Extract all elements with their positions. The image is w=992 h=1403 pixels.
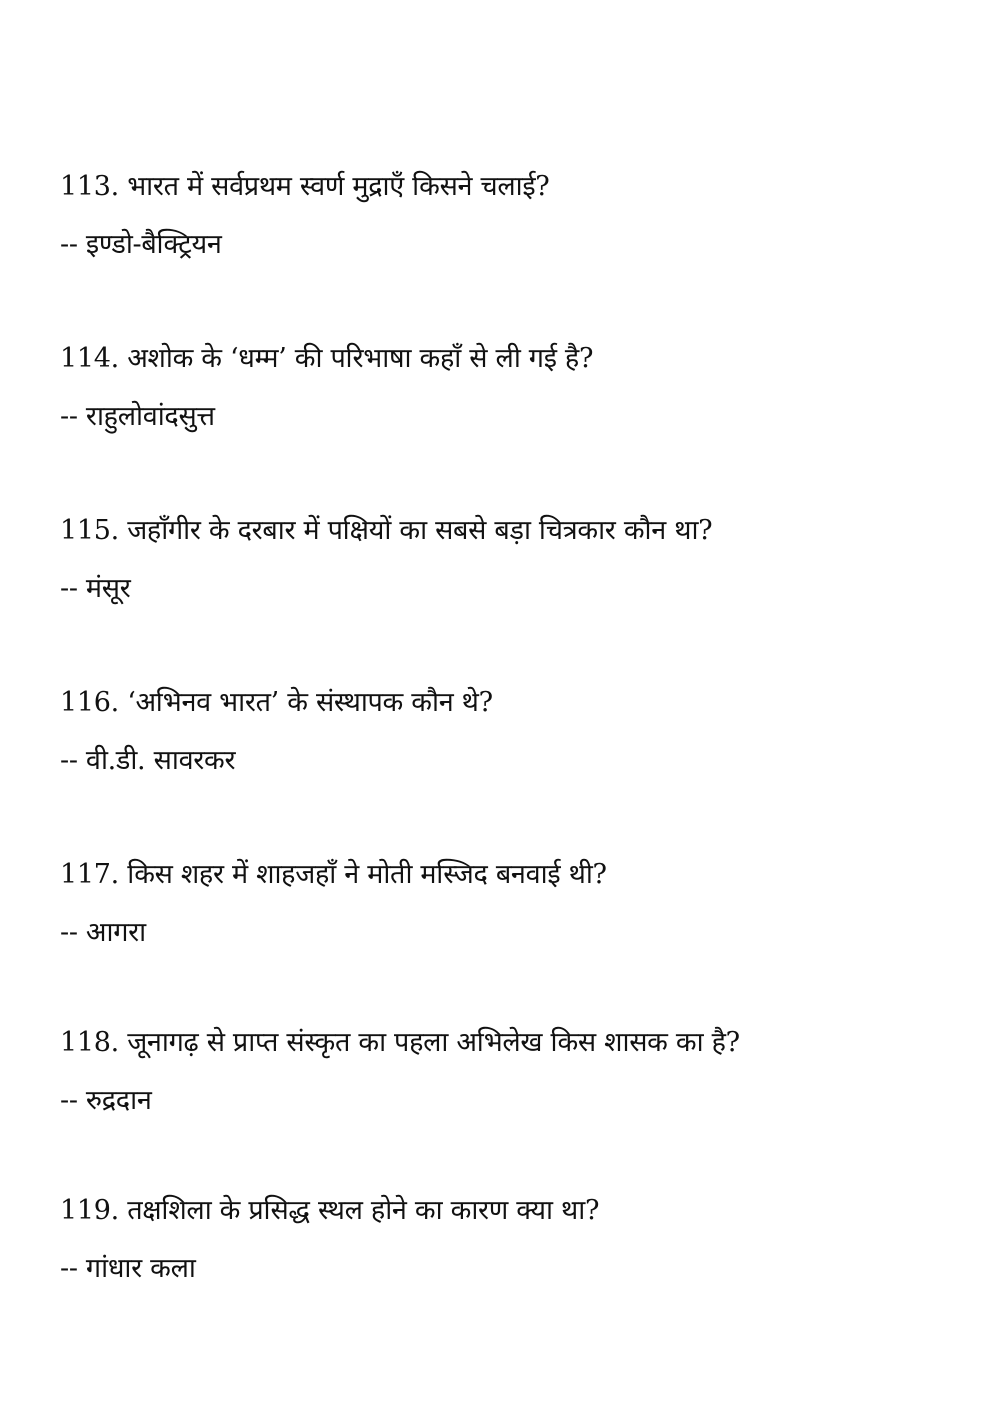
question-115: 115. जहाँगीर के दरबार में पक्षियों का सबसे बड़ा चित्रकार कौन था?: [60, 515, 713, 546]
qa-item-117: [60, 858, 940, 950]
qa-item-113: [60, 170, 940, 262]
answer-116: -- वी.डी. सावरकर: [60, 745, 236, 776]
qa-item-114: [60, 342, 940, 434]
answer-113: -- इण्डो-बैक्ट्रियन: [60, 229, 222, 260]
qa-item-116: [60, 686, 940, 778]
question-118: 118. जूनागढ़ से प्राप्त संस्कृत का पहला अभिलेख किस शासक का है?: [60, 1027, 740, 1058]
qa-item-118: [60, 1026, 940, 1118]
qa-item-115: [60, 514, 940, 606]
answer-117: -- आगरा: [60, 917, 146, 948]
answer-119: -- गांधार कला: [60, 1253, 196, 1284]
qa-item-119: [60, 1194, 940, 1286]
question-114: 114. अशोक के ‘धम्म’ की परिभाषा कहाँ से ली गई है?: [60, 343, 594, 374]
question-119: 119. तक्षशिला के प्रसिद्ध स्थल होने का कारण क्या था?: [60, 1195, 600, 1226]
answer-115: -- मंसूर: [60, 573, 131, 604]
question-116: 116. ‘अभिनव भारत’ के संस्थापक कौन थे?: [60, 687, 493, 718]
question-113: 113. भारत में सर्वप्रथम स्वर्ण मुद्राएँ किसने चलाई?: [60, 171, 550, 202]
question-117: 117. किस शहर में शाहजहाँ ने मोती मस्जिद बनवाई थी?: [60, 859, 607, 890]
answer-114: -- राहुलोवांदसुत्त: [60, 401, 215, 432]
answer-118: -- रुद्रदान: [60, 1085, 152, 1116]
